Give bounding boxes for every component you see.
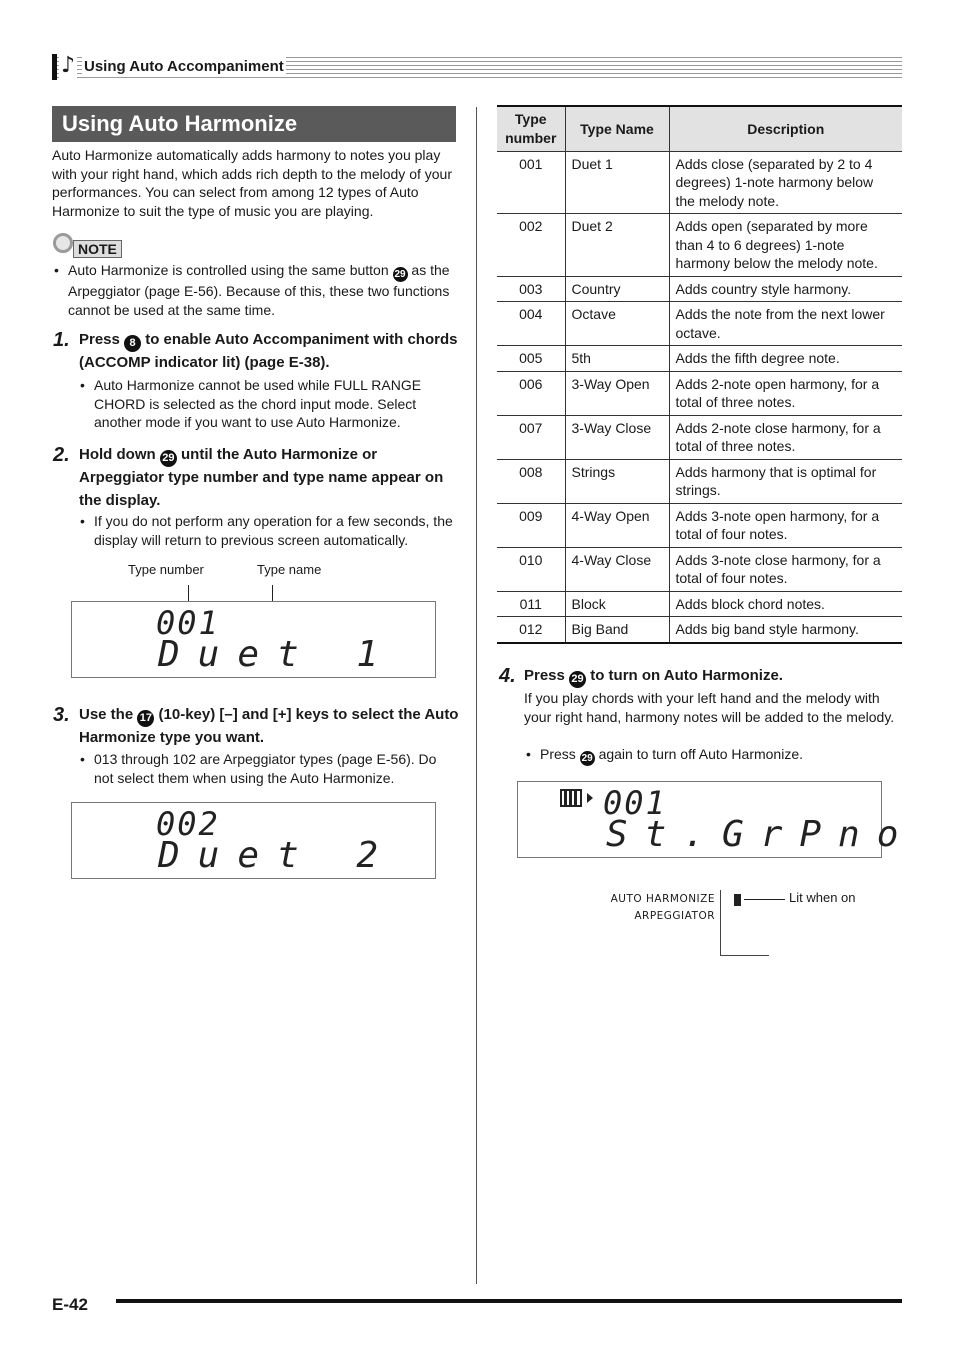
harmonize-types-table [497,105,902,644]
column-divider [476,107,477,1284]
header-description: Description [669,106,902,151]
cell-type-number: 009 [497,503,565,547]
footer-rule [116,1299,902,1303]
table-row [497,302,902,346]
cell-type-name: Block [565,591,669,617]
cell-type-name: Duet 2 [565,214,669,277]
note-badge [53,233,133,259]
cell-type-name: 3-Way Open [565,371,669,415]
lcd-type-number: 001 [603,784,667,822]
step-1-number: 1. [53,329,70,351]
cell-description: Adds 3-note open harmony, for a total of four notes. [669,503,902,547]
step-4-paragraph: If you play chords with your left hand and the melody with your right hand, harmony notes will be added to the melody. [524,690,895,725]
cell-type-number: 011 [497,591,565,617]
cell-type-number: 010 [497,547,565,591]
cell-type-name: Duet 1 [565,151,669,214]
cell-type-number: 004 [497,302,565,346]
header-bar [52,54,57,80]
lcd-type-name: Duet 2 [158,835,397,876]
cell-type-number: 003 [497,276,565,302]
indicator-arpeggiator: ARPEGGIATOR [634,910,715,922]
button-29-icon: 29 [160,450,177,467]
cell-type-name: Octave [565,302,669,346]
button-17-icon: 17 [137,710,154,727]
magnifier-icon [53,233,73,253]
step-1-bullet: • Auto Harmonize cannot be used while FULL RANGE CHORD is selected as the chord input mode. Select another mode if you want to use Auto Harmonize. [94,376,456,432]
lcd-type-name: St.GrPno [606,814,916,855]
table-row [497,371,902,415]
table-row [497,591,902,617]
cell-description: Adds block chord notes. [669,591,902,617]
running-header [52,54,902,80]
button-29-icon: 29 [569,671,586,688]
indicator-bracket [720,890,721,955]
cell-type-number: 002 [497,214,565,277]
lit-when-on-label: Lit when on [789,890,856,905]
step-3-text: Use the 17 (10-key) [–] and [+] keys to select the Auto Harmonize type you want. [79,706,459,746]
indicator-arrow-icon [587,793,593,803]
cell-description: Adds country style harmony. [669,276,902,302]
button-8-icon: 8 [124,335,141,352]
type-number-label: Type number [128,562,204,577]
button-29-icon: 29 [394,269,406,280]
step-4-bullet: • Press 29 again to turn off Auto Harmonize. [540,745,900,766]
table-row [497,276,902,302]
lcd-display-2 [71,802,436,879]
cell-description: Adds the fifth degree note. [669,346,902,372]
cell-description: Adds 3-note close harmony, for a total of four notes. [669,547,902,591]
cell-type-number: 012 [497,617,565,643]
step-3-bullet: • 013 through 102 are Arpeggiator types (page E-56). Do not select them when using the Auto Harmonize. [94,750,456,787]
cell-description: Adds the note from the next lower octave. [669,302,902,346]
cell-type-number: 007 [497,415,565,459]
table-row [497,617,902,643]
cell-description: Adds open (separated by more than 4 to 6 degrees) 1-note harmony below the melody note. [669,214,902,277]
step-4-number: 4. [499,665,516,687]
cell-type-name: Country [565,276,669,302]
indicator-labels [600,891,715,925]
step-1-text: Press 8 to enable Auto Accompaniment with chords (ACCOMP indicator lit) (page E-38). [79,331,458,371]
table-row [497,346,902,372]
cell-type-name: Strings [565,459,669,503]
step-2-text: Hold down 29 until the Auto Harmonize or Arpeggiator type number and type name appear on the display. [79,446,444,509]
table-header-row [497,106,902,151]
cell-description: Adds big band style harmony. [669,617,902,643]
note-label: NOTE [73,240,122,258]
table-row [497,547,902,591]
piano-keys-icon [560,789,582,807]
cell-type-name: 5th [565,346,669,372]
header-type-number: Type number [497,106,565,151]
lcd-display-1 [71,601,436,678]
table-row [497,459,902,503]
page-number: E-42 [52,1295,88,1314]
step-4-text: Press 29 to turn on Auto Harmonize. [524,665,899,688]
indicator-auto-harmonize: AUTO HARMONIZE [610,893,715,905]
cell-description: Adds 2-note close harmony, for a total of three notes. [669,415,902,459]
section-title: Using Auto Harmonize [52,106,456,142]
lcd-type-number: 001 [156,604,220,642]
indicator-leader-line [744,899,785,900]
intro-paragraph: Auto Harmonize automatically adds harmony to notes you play with your right hand, which adds rich depth to the melody of your performances. You can select from among 12 types of Auto Harmonize to suit the type of music you are playing. [52,147,452,219]
music-note-icon: ♪ [61,53,76,78]
cell-type-number: 005 [497,346,565,372]
note-bullet: • Auto Harmonize is controlled using the same button 29 as the Arpeggiator (page E-56). Because of this, these two functions cannot be used at the same time. [68,261,458,319]
cell-type-name: Big Band [565,617,669,643]
step-2-number: 2. [53,444,70,466]
cell-type-name: 3-Way Close [565,415,669,459]
cell-description: Adds harmony that is optimal for strings. [669,459,902,503]
lcd-type-number: 002 [156,805,220,843]
button-29-icon: 29 [581,753,593,764]
step-2-bullet: • If you do not perform any operation for a few seconds, the display will return to previous screen automatically. [94,512,456,549]
cell-type-number: 001 [497,151,565,214]
cell-type-number: 008 [497,459,565,503]
table-row [497,415,902,459]
indicator-bracket-base [720,955,769,956]
table-row [497,503,902,547]
step-3-number: 3. [53,704,70,726]
cell-description: Adds 2-note open harmony, for a total of three notes. [669,371,902,415]
header-type-name: Type Name [565,106,669,151]
cell-description: Adds close (separated by 2 to 4 degrees) 1-note harmony below the melody note. [669,151,902,214]
lcd-type-name: Duet 1 [158,634,397,675]
indicator-mark [734,894,741,906]
cell-type-name: 4-Way Open [565,503,669,547]
header-title: Using Auto Accompaniment [84,58,284,75]
table-row [497,151,902,214]
cell-type-name: 4-Way Close [565,547,669,591]
table-row [497,214,902,277]
type-name-label: Type name [257,562,322,577]
cell-type-number: 006 [497,371,565,415]
